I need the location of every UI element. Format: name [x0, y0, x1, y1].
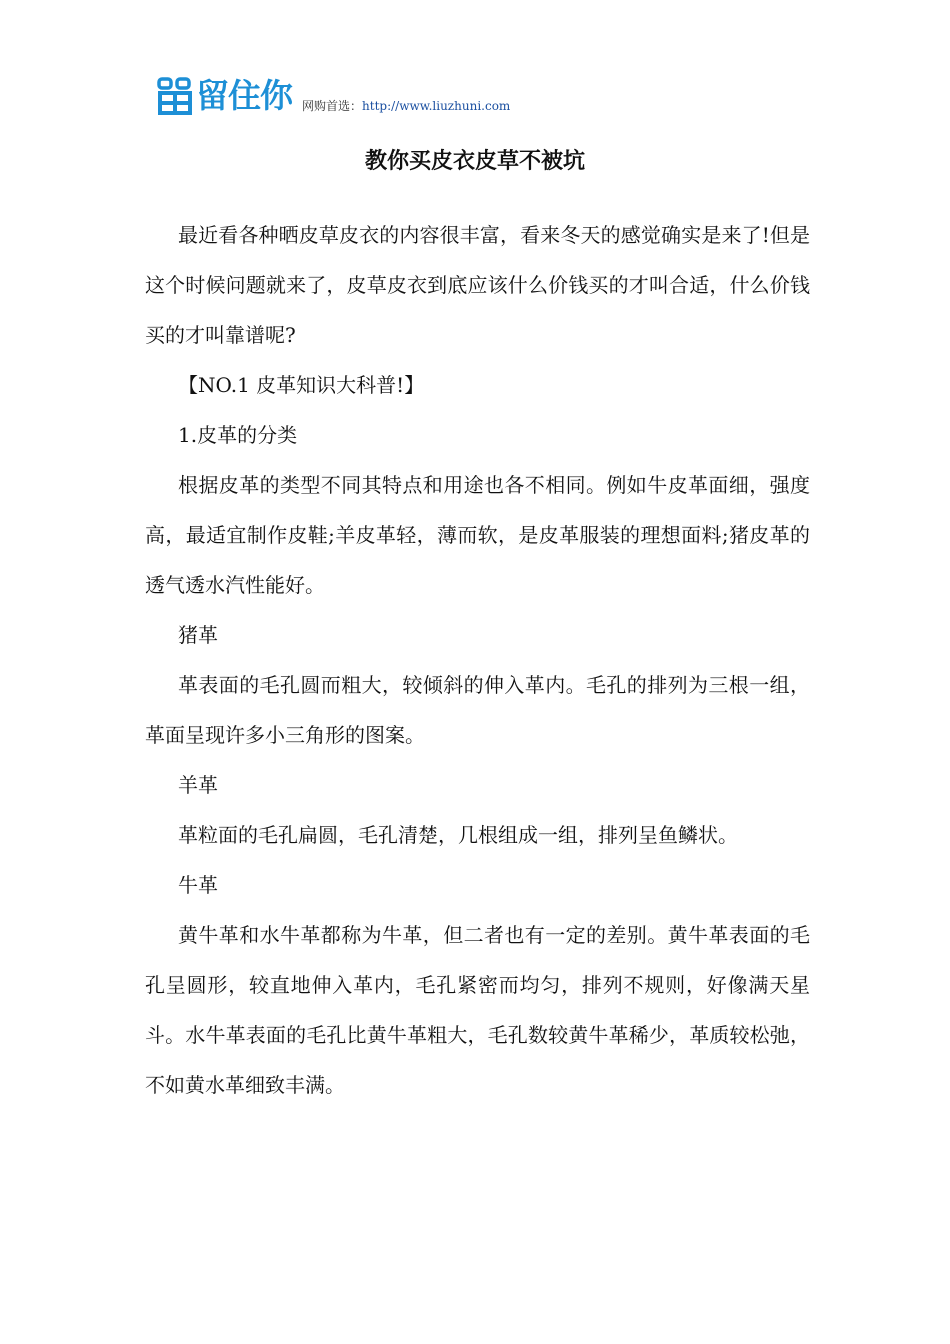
paragraph-intro: 最近看各种晒皮草皮衣的内容很丰富，看来冬天的感觉确实是来了!但是这个时候问题就来了，皮草皮衣到底应该什么价钱买的才叫合适，什么价钱买的才叫靠谱呢? [145, 223, 810, 347]
paragraph-pig-leather: 革表面的毛孔圆而粗大，较倾斜的伸入革内。毛孔的排列为三根一组，革面呈现许多小三角形的图案。 [145, 673, 810, 747]
tagline-label: 网购首选： [302, 99, 363, 113]
paragraph-cow-leather: 黄牛革和水牛革都称为牛革，但二者也有一定的差别。黄牛革表面的毛孔呈圆形，较直地伸入革内，毛孔紧密而均匀，排列不规则，好像满天星斗。水牛革表面的毛孔比黄牛革粗大，毛孔数较黄牛革稀少，革质较松弛，不如黄水革细致丰满。 [145, 923, 810, 1097]
section-heading: 【NO.1 皮革知识大科普!】 [178, 373, 425, 397]
document-title: 教你买皮衣皮草不被坑 [364, 148, 585, 174]
paragraph-sheep-leather: 革粒面的毛孔扁圆，毛孔清楚，几根组成一组，排列呈鱼鳞状。 [178, 823, 738, 847]
heading-pig-leather: 猪革 [178, 623, 218, 647]
subsection-heading: 1.皮革的分类 [178, 423, 298, 447]
logo-mark-icon [156, 77, 194, 115]
page-header [156, 70, 510, 118]
logo-text: 留住你 [196, 76, 292, 115]
site-url-link[interactable]: http://www.liuzhuni.com [362, 99, 511, 113]
heading-cow-leather: 牛革 [178, 873, 218, 897]
site-logo[interactable] [156, 74, 292, 118]
heading-sheep-leather: 羊革 [178, 773, 218, 797]
document-body [145, 210, 810, 1110]
paragraph-leather-types: 根据皮革的类型不同其特点和用途也各不相同。例如牛皮革面细，强度高，最适宜制作皮鞋;羊皮革轻，薄而软，是皮革服装的理想面料;猪皮革的透气透水汽性能好。 [145, 473, 810, 597]
site-tagline [302, 97, 510, 114]
